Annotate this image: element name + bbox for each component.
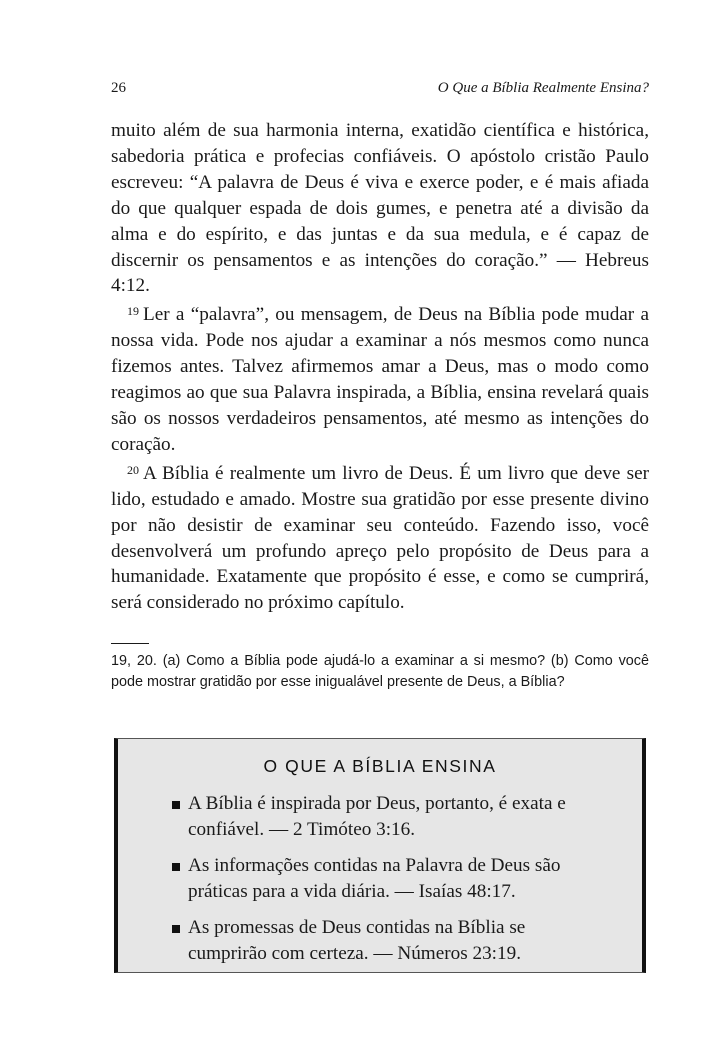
summary-box bbox=[114, 738, 646, 973]
list-item bbox=[168, 915, 608, 967]
list-item-text: As informações contidas na Palavra de Deus são práticas para a vida diária. — Isaías 48:17. bbox=[188, 855, 561, 902]
list-item-text: A Bíblia é inspirada por Deus, portanto, é exata e confiável. — 2 Timóteo 3:16. bbox=[188, 793, 566, 840]
paragraph-text: Ler a “palavra”, ou mensagem, de Deus na Bíblia pode mudar a nossa vida. Pode nos ajudar a examinar a nós mesmos como nunca fizemos antes. Talvez afirmemos amar a Deus, mas o modo como reagimos ao que sua Palavra inspirada, a Bíblia, ensina revelará quais são os nossos verdadeiros pensamentos, até mesmo as intenções do coração. bbox=[111, 304, 649, 455]
running-title: O Que a Bíblia Realmente Ensina? bbox=[437, 80, 649, 96]
paragraph-continued: muito além de sua harmonia interna, exatidão científica e histórica, sabedoria prática e profecias confiáveis. O apóstolo cristão Paulo escreveu: “A palavra de Deus é viva e exerce poder, e é mais afiada do que qualquer espada de dois gumes, e penetra até a divisão da alma e do espírito, e das juntas e da sua medula, e é capaz de discernir os pensamentos e as intenções do coração.” — Hebreus 4:12. bbox=[111, 120, 649, 297]
paragraph-text: A Bíblia é realmente um livro de Deus. É um livro que deve ser lido, estudado e amado. Mostre sua gratidão por esse presente divino por não desistir de examinar seu conteúdo. Fazendo isso, você desenvolverá um profundo apreço pelo propósito de Deus para a humanidade. Exatamente que propósito é esse, e como se cumprirá, será considerado no próximo capítulo. bbox=[111, 462, 649, 614]
paragraph-20 bbox=[111, 458, 649, 616]
paragraph-19 bbox=[111, 299, 649, 457]
list-item-text: As promessas de Deus contidas na Bíblia se cumprirão com certeza. — Números 23:19. bbox=[188, 917, 526, 964]
study-questions bbox=[111, 651, 649, 692]
box-title: O QUE A BÍBLIA ENSINA bbox=[263, 756, 497, 776]
list-item bbox=[168, 791, 608, 843]
body-text bbox=[111, 118, 649, 616]
list-item bbox=[168, 853, 608, 905]
square-bullet-icon bbox=[172, 925, 180, 933]
question-text: 19, 20. (a) Como a Bíblia pode ajudá-lo a examinar a si mesmo? (b) Como você pode mostrar gratidão por esse inigualável presente de Deus, a Bíblia? bbox=[111, 653, 649, 690]
page-number: 26 bbox=[111, 80, 126, 96]
paragraph-number: 19 bbox=[127, 304, 139, 319]
paragraph-number: 20 bbox=[127, 462, 139, 477]
square-bullet-icon bbox=[172, 863, 180, 871]
footnote-divider bbox=[111, 643, 149, 644]
summary-list bbox=[168, 791, 608, 977]
square-bullet-icon bbox=[172, 801, 180, 809]
running-header bbox=[111, 80, 649, 102]
